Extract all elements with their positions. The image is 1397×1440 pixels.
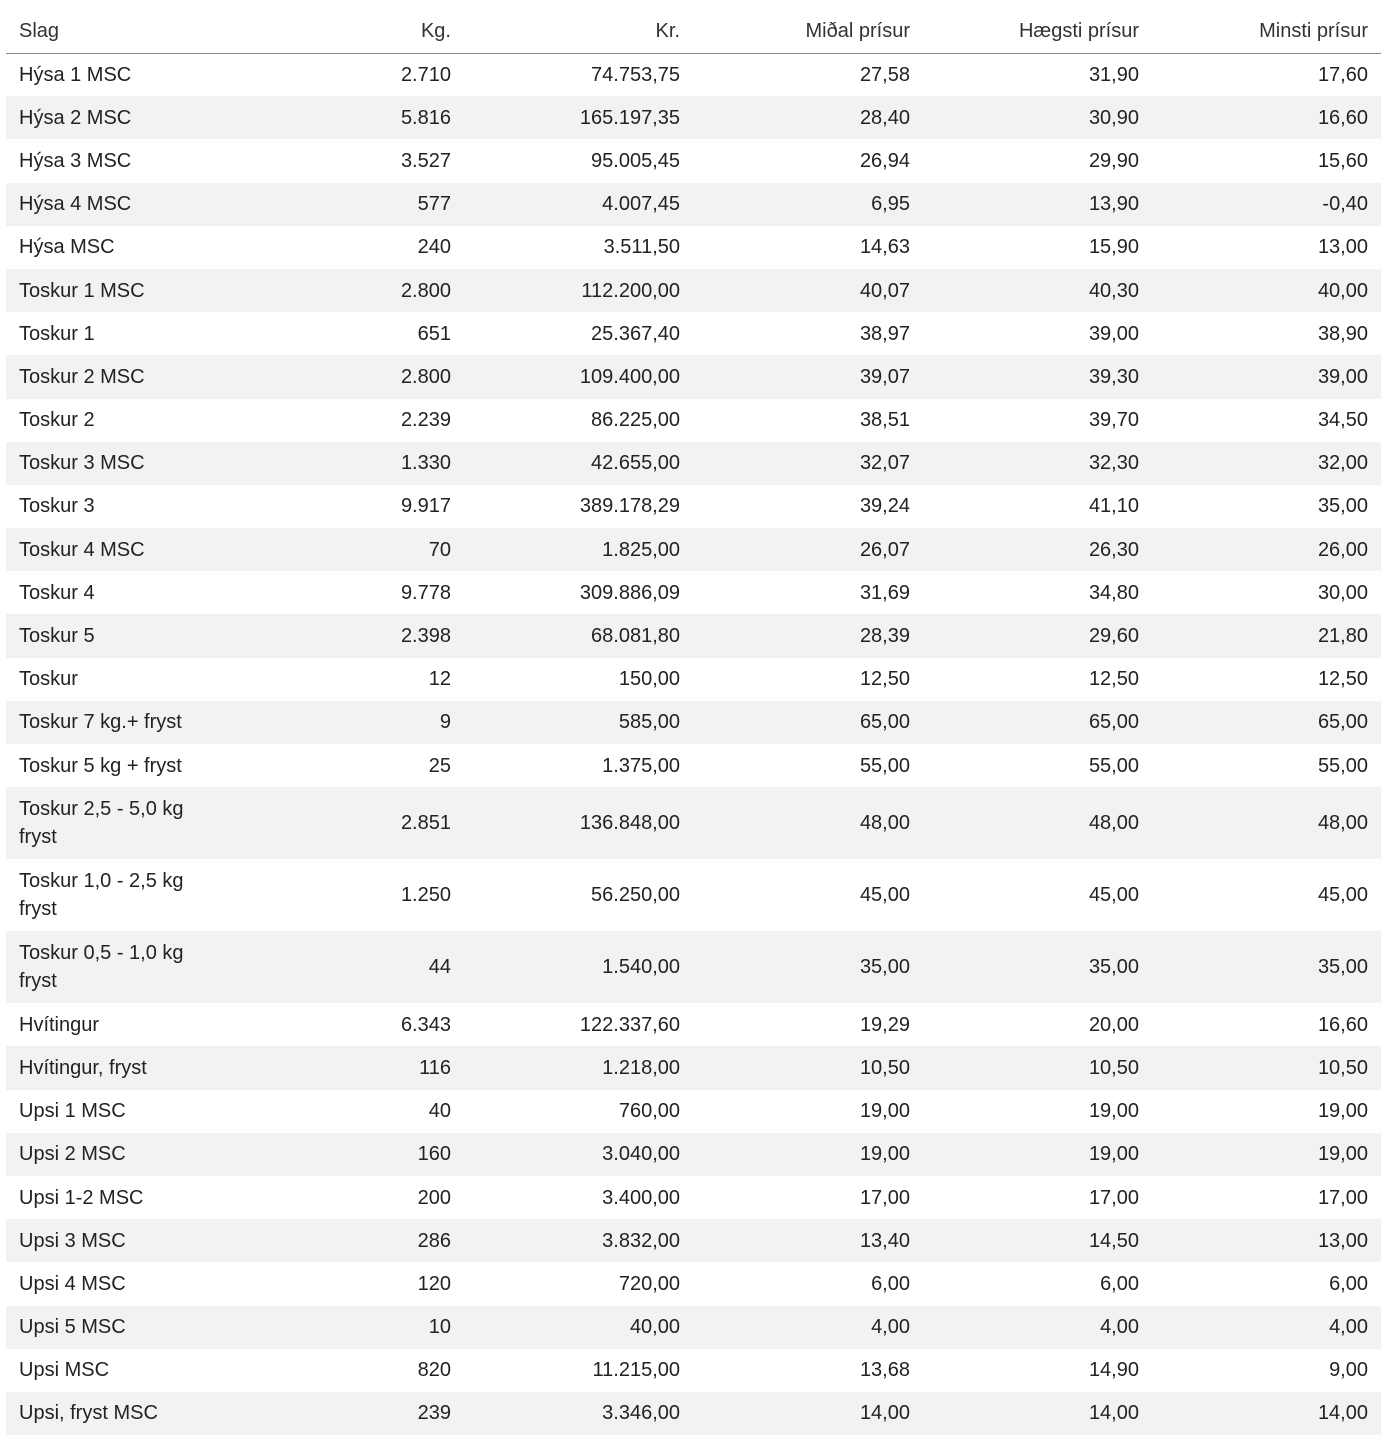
cell-name: Toskur 2 <box>19 409 95 432</box>
cell-avg-price: 38,97 <box>859 322 910 345</box>
cell-name: Toskur 5 kg + fryst <box>19 754 182 777</box>
cell-name: Upsi, fryst MSC <box>19 1402 158 1425</box>
cell-kg: 9 <box>439 711 451 734</box>
cell-max-price: 14,90 <box>1088 1359 1139 1382</box>
cell-min-price: 65,00 <box>1317 711 1368 734</box>
cell-kr: 165.197,35 <box>579 106 680 129</box>
table-row <box>6 96 1381 139</box>
cell-name: Toskur 2 MSC <box>19 365 145 388</box>
cell-name: Hýsa 1 MSC <box>19 63 132 86</box>
cell-name: Upsi MSC <box>19 1359 110 1382</box>
table-row <box>6 139 1381 182</box>
cell-name: Toskur <box>19 668 78 691</box>
table-row <box>6 1046 1381 1089</box>
cell-name: Hýsa 4 MSC <box>19 193 132 216</box>
table-row <box>6 1133 1381 1176</box>
cell-max-price: 41,10 <box>1088 495 1139 518</box>
column-header-avg-price[interactable]: Miðal prísur <box>693 10 923 53</box>
cell-kr: 389.178,29 <box>579 495 680 518</box>
table-row <box>6 442 1381 485</box>
cell-max-price: 26,30 <box>1088 538 1139 561</box>
cell-kg: 240 <box>417 236 451 259</box>
cell-kr: 3.346,00 <box>602 1402 680 1425</box>
cell-min-price: 48,00 <box>1317 812 1368 835</box>
table-row <box>6 312 1381 355</box>
table-row <box>6 744 1381 787</box>
cell-min-price: 55,00 <box>1317 754 1368 777</box>
table-row <box>6 1349 1381 1392</box>
cell-kg: 12 <box>428 668 451 691</box>
cell-max-price: 14,50 <box>1088 1229 1139 1252</box>
cell-min-price: 9,00 <box>1329 1359 1368 1382</box>
cell-kr: 309.886,09 <box>579 581 680 604</box>
cell-kr: 1.825,00 <box>602 538 680 561</box>
cell-kr: 109.400,00 <box>579 365 680 388</box>
cell-kg: 40 <box>428 1100 451 1123</box>
cell-avg-price: 10,50 <box>859 1056 910 1079</box>
cell-max-price: 30,90 <box>1088 106 1139 129</box>
cell-min-price: 16,60 <box>1317 1013 1368 1036</box>
column-header-kr[interactable]: Kr. <box>464 10 693 53</box>
cell-avg-price: 26,94 <box>859 149 910 172</box>
cell-kr: 1.540,00 <box>602 956 680 979</box>
cell-max-price: 10,50 <box>1088 1056 1139 1079</box>
cell-name: Toskur 3 MSC <box>19 452 145 475</box>
cell-name: Toskur 2,5 - 5,0 kg fryst <box>19 798 184 849</box>
cell-kg: 6.343 <box>400 1013 451 1036</box>
cell-kr: 585,00 <box>618 711 680 734</box>
cell-min-price: 32,00 <box>1317 452 1368 475</box>
price-table-container <box>6 10 1381 1435</box>
cell-name: Hvítingur <box>19 1013 100 1036</box>
cell-min-price: 45,00 <box>1317 884 1368 907</box>
cell-kg: 9.917 <box>400 495 451 518</box>
table-row <box>6 787 1381 859</box>
cell-name: Hýsa MSC <box>19 236 115 259</box>
cell-kr: 760,00 <box>618 1100 680 1123</box>
cell-name: Hýsa 2 MSC <box>19 106 132 129</box>
table-row <box>6 658 1381 701</box>
column-header-kg[interactable]: Kg. <box>231 10 464 53</box>
column-header-max-price[interactable]: Hægsti prísur <box>923 10 1152 53</box>
cell-name: Toskur 1 <box>19 322 95 345</box>
cell-kg: 2.800 <box>400 365 451 388</box>
column-header-min-price[interactable]: Minsti prísur <box>1152 10 1381 53</box>
table-row <box>6 355 1381 398</box>
cell-max-price: 39,70 <box>1088 409 1139 432</box>
cell-name: Toskur 4 MSC <box>19 538 145 561</box>
table-row <box>6 571 1381 614</box>
cell-min-price: 40,00 <box>1317 279 1368 302</box>
table-row <box>6 931 1381 1003</box>
cell-kr: 4.007,45 <box>602 193 680 216</box>
cell-kr: 11.215,00 <box>592 1359 680 1382</box>
cell-kg: 2.851 <box>400 812 451 835</box>
cell-min-price: 12,50 <box>1317 668 1368 691</box>
cell-avg-price: 40,07 <box>859 279 910 302</box>
cell-min-price: 17,60 <box>1317 63 1368 86</box>
cell-avg-price: 6,00 <box>871 1272 910 1295</box>
cell-kg: 651 <box>417 322 451 345</box>
cell-avg-price: 6,95 <box>871 193 910 216</box>
cell-name: Toskur 1,0 - 2,5 kg fryst <box>19 870 184 921</box>
cell-min-price: 14,00 <box>1317 1402 1368 1425</box>
cell-name: Upsi 2 MSC <box>19 1143 126 1166</box>
cell-max-price: 12,50 <box>1088 668 1139 691</box>
table-row <box>6 1219 1381 1262</box>
cell-max-price: 29,90 <box>1088 149 1139 172</box>
cell-max-price: 39,00 <box>1088 322 1139 345</box>
cell-kg: 286 <box>417 1229 451 1252</box>
cell-name: Toskur 5 <box>19 625 95 648</box>
cell-min-price: 21,80 <box>1317 625 1368 648</box>
cell-avg-price: 31,69 <box>859 581 910 604</box>
cell-min-price: 35,00 <box>1317 495 1368 518</box>
cell-avg-price: 17,00 <box>859 1186 910 1209</box>
cell-kr: 25.367,40 <box>591 322 680 345</box>
cell-min-price: 38,90 <box>1317 322 1368 345</box>
cell-min-price: 19,00 <box>1317 1100 1368 1123</box>
cell-kg: 2.398 <box>400 625 451 648</box>
cell-avg-price: 19,00 <box>859 1100 910 1123</box>
table-header <box>6 10 1381 53</box>
cell-name: Upsi 3 MSC <box>19 1229 126 1252</box>
cell-name: Toskur 7 kg.+ fryst <box>19 711 182 734</box>
table-row <box>6 1176 1381 1219</box>
table-row <box>6 399 1381 442</box>
cell-avg-price: 19,00 <box>859 1143 910 1166</box>
cell-avg-price: 39,24 <box>859 495 910 518</box>
table-row <box>6 226 1381 269</box>
cell-max-price: 13,90 <box>1088 193 1139 216</box>
cell-kg: 9.778 <box>400 581 451 604</box>
cell-max-price: 6,00 <box>1100 1272 1139 1295</box>
cell-kr: 3.511,50 <box>603 236 680 259</box>
table-row <box>6 53 1381 96</box>
cell-name: Upsi 5 MSC <box>19 1316 126 1339</box>
cell-avg-price: 13,40 <box>859 1229 910 1252</box>
cell-kg: 116 <box>419 1056 451 1079</box>
cell-max-price: 34,80 <box>1088 581 1139 604</box>
cell-name: Hýsa 3 MSC <box>19 149 132 172</box>
cell-min-price: 19,00 <box>1317 1143 1368 1166</box>
cell-kg: 160 <box>417 1143 451 1166</box>
cell-min-price: 30,00 <box>1317 581 1368 604</box>
cell-min-price: 13,00 <box>1317 236 1368 259</box>
cell-kg: 200 <box>417 1186 451 1209</box>
cell-avg-price: 19,29 <box>859 1013 910 1036</box>
cell-kg: 25 <box>428 754 451 777</box>
table-row <box>6 269 1381 312</box>
cell-avg-price: 55,00 <box>859 754 910 777</box>
cell-kr: 86.225,00 <box>591 409 680 432</box>
cell-min-price: 6,00 <box>1329 1272 1368 1295</box>
table-row <box>6 1392 1381 1435</box>
cell-max-price: 48,00 <box>1088 812 1139 835</box>
table-row <box>6 859 1381 931</box>
cell-max-price: 65,00 <box>1088 711 1139 734</box>
cell-max-price: 31,90 <box>1088 63 1139 86</box>
cell-avg-price: 45,00 <box>859 884 910 907</box>
cell-kg: 10 <box>428 1316 451 1339</box>
cell-max-price: 4,00 <box>1100 1316 1139 1339</box>
cell-avg-price: 48,00 <box>859 812 910 835</box>
cell-max-price: 19,00 <box>1088 1143 1139 1166</box>
cell-avg-price: 28,39 <box>859 625 910 648</box>
cell-kg: 820 <box>417 1359 451 1382</box>
cell-name: Toskur 1 MSC <box>19 279 145 302</box>
cell-name: Upsi 1 MSC <box>19 1100 126 1123</box>
price-table <box>6 10 1381 1435</box>
cell-kg: 70 <box>428 538 451 561</box>
cell-kr: 68.081,80 <box>591 625 680 648</box>
cell-kg: 5.816 <box>400 106 451 129</box>
table-row <box>6 1262 1381 1305</box>
cell-kr: 150,00 <box>618 668 680 691</box>
cell-min-price: 35,00 <box>1317 956 1368 979</box>
cell-min-price: 4,00 <box>1329 1316 1368 1339</box>
header-row <box>6 10 1381 53</box>
cell-min-price: 34,50 <box>1317 409 1368 432</box>
cell-kr: 3.040,00 <box>602 1143 680 1166</box>
cell-max-price: 39,30 <box>1088 365 1139 388</box>
cell-avg-price: 27,58 <box>859 63 910 86</box>
cell-kr: 122.337,60 <box>579 1013 680 1036</box>
cell-min-price: 26,00 <box>1317 538 1368 561</box>
cell-kr: 95.005,45 <box>591 149 680 172</box>
cell-kr: 40,00 <box>629 1316 680 1339</box>
cell-name: Toskur 4 <box>19 581 95 604</box>
cell-max-price: 40,30 <box>1088 279 1139 302</box>
cell-kg: 2.239 <box>400 409 451 432</box>
cell-avg-price: 13,68 <box>859 1359 910 1382</box>
cell-kr: 56.250,00 <box>591 884 680 907</box>
cell-name: Hvítingur, fryst <box>19 1056 147 1079</box>
cell-kg: 2.710 <box>400 63 451 86</box>
cell-min-price: 17,00 <box>1317 1186 1368 1209</box>
cell-kg: 1.330 <box>400 452 451 475</box>
cell-kr: 720,00 <box>618 1272 680 1295</box>
cell-max-price: 55,00 <box>1088 754 1139 777</box>
cell-avg-price: 14,00 <box>859 1402 910 1425</box>
cell-max-price: 29,60 <box>1088 625 1139 648</box>
cell-kg: 239 <box>417 1402 451 1425</box>
cell-max-price: 32,30 <box>1088 452 1139 475</box>
cell-avg-price: 39,07 <box>859 365 910 388</box>
cell-avg-price: 28,40 <box>859 106 910 129</box>
table-row <box>6 485 1381 528</box>
cell-max-price: 19,00 <box>1088 1100 1139 1123</box>
table-row <box>6 528 1381 571</box>
cell-avg-price: 12,50 <box>859 668 910 691</box>
cell-avg-price: 35,00 <box>859 956 910 979</box>
cell-kg: 1.250 <box>400 884 451 907</box>
cell-kg: 120 <box>417 1272 451 1295</box>
table-row <box>6 1306 1381 1349</box>
cell-min-price: 39,00 <box>1317 365 1368 388</box>
cell-avg-price: 14,63 <box>859 236 910 259</box>
cell-min-price: 13,00 <box>1317 1229 1368 1252</box>
cell-kr: 74.753,75 <box>591 63 680 86</box>
cell-avg-price: 38,51 <box>859 409 910 432</box>
table-body <box>6 53 1381 1435</box>
cell-avg-price: 32,07 <box>859 452 910 475</box>
cell-kr: 3.832,00 <box>602 1229 680 1252</box>
cell-kr: 1.375,00 <box>602 754 680 777</box>
cell-avg-price: 26,07 <box>859 538 910 561</box>
cell-avg-price: 65,00 <box>859 711 910 734</box>
cell-kr: 112.200,00 <box>581 279 680 302</box>
cell-min-price: 15,60 <box>1317 149 1368 172</box>
cell-max-price: 14,00 <box>1088 1402 1139 1425</box>
table-row <box>6 614 1381 657</box>
cell-max-price: 35,00 <box>1088 956 1139 979</box>
cell-kg: 2.800 <box>400 279 451 302</box>
cell-kr: 42.655,00 <box>591 452 680 475</box>
cell-name: Upsi 1-2 MSC <box>19 1186 144 1209</box>
cell-kg: 3.527 <box>400 149 451 172</box>
cell-max-price: 15,90 <box>1088 236 1139 259</box>
table-row <box>6 183 1381 226</box>
cell-max-price: 17,00 <box>1088 1186 1139 1209</box>
table-row <box>6 701 1381 744</box>
cell-name: Toskur 0,5 - 1,0 kg fryst <box>19 942 184 993</box>
column-header-slag[interactable]: Slag <box>6 10 231 53</box>
cell-kg: 577 <box>417 193 451 216</box>
cell-min-price: -0,40 <box>1322 193 1368 216</box>
cell-min-price: 16,60 <box>1317 106 1368 129</box>
cell-name: Toskur 3 <box>19 495 95 518</box>
cell-kr: 1.218,00 <box>602 1056 680 1079</box>
cell-max-price: 20,00 <box>1088 1013 1139 1036</box>
cell-avg-price: 4,00 <box>871 1316 910 1339</box>
cell-kr: 136.848,00 <box>579 812 680 835</box>
table-row <box>6 1090 1381 1133</box>
cell-min-price: 10,50 <box>1317 1056 1368 1079</box>
cell-kg: 44 <box>428 956 451 979</box>
table-row <box>6 1003 1381 1046</box>
cell-kr: 3.400,00 <box>602 1186 680 1209</box>
cell-max-price: 45,00 <box>1088 884 1139 907</box>
cell-name: Upsi 4 MSC <box>19 1272 126 1295</box>
